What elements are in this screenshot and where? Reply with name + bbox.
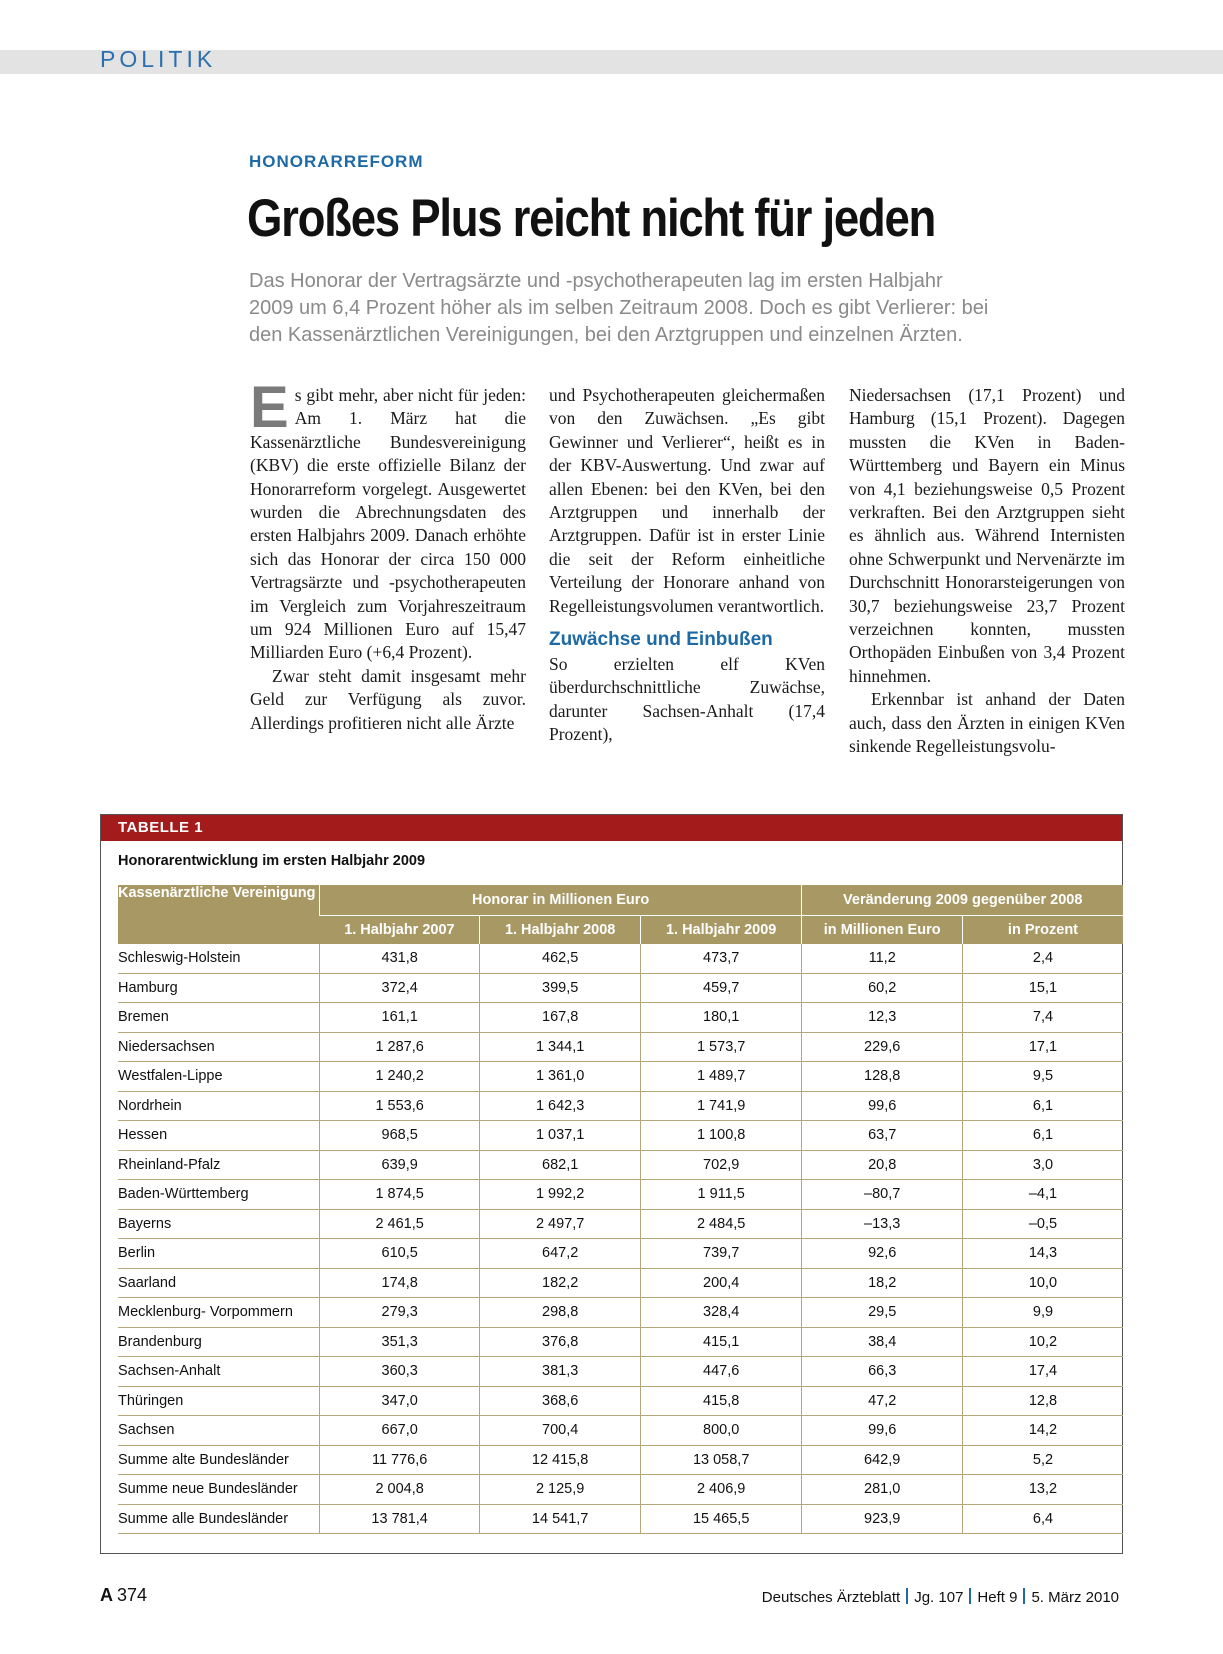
value-cell: 473,7 <box>640 944 802 973</box>
value-cell: 2,4 <box>962 944 1123 973</box>
value-cell: 610,5 <box>319 1239 480 1269</box>
value-cell: 128,8 <box>802 1062 963 1092</box>
separator <box>969 1588 971 1604</box>
value-cell: 11 776,6 <box>319 1445 480 1475</box>
value-cell: 15 465,5 <box>640 1504 802 1534</box>
value-cell: 15,1 <box>962 973 1123 1003</box>
table-label: TABELLE 1 <box>101 815 1122 841</box>
paragraph: Niedersachsen (17,1 Prozent) und Hamburg (15,1 Prozent). Dagegen mussten die KVen in Baden-Württemberg und Bayern ein Minus von 4,1 beziehungsweise 0,5 Prozent verkraften. Bei den Arztgruppen sieht es ähnlich aus. Während Internisten ohne Schwerpunkt und Nervenärzte im Durchschnitt Honorarsteigerungen von 30,7 beziehungsweise 23,7 Prozent verzeichnen konnten, mussten Orthopäden Einbußen von 3,4 Prozent hinnehmen. <box>849 385 1125 686</box>
journal-info <box>762 1588 1119 1606</box>
paragraph: und Psychotherapeuten gleichermaßen von den Zuwächsen. „Es gibt Gewinner und Verlierer“, heißt es in der KBV-Auswertung. Und zwar auf allen Ebenen: bei den KVen, bei den Arztgruppen und innerhalb der Arztgruppen. Dafür ist in erster Linie die seit der Reform einheitliche Verteilung der Honorare anhand von Regelleistungsvolumen verantwortlich. <box>549 385 825 616</box>
value-cell: 17,1 <box>962 1032 1123 1062</box>
value-cell: 800,0 <box>640 1416 802 1446</box>
value-cell: 1 037,1 <box>480 1121 641 1151</box>
value-cell: 12 415,8 <box>480 1445 641 1475</box>
kv-name-cell: Saarland <box>118 1268 319 1298</box>
lead-line: 2009 um 6,4 Prozent höher als im selben Zeitraum 2008. Doch es gibt Verlierer: bei <box>249 297 989 319</box>
table-box <box>100 814 1123 1554</box>
value-cell: 328,4 <box>640 1298 802 1328</box>
value-cell: 3,0 <box>962 1150 1123 1180</box>
value-cell: 1 240,2 <box>319 1062 480 1092</box>
header-h2007: 1. Halbjahr 2007 <box>319 916 480 945</box>
table-row <box>118 1268 1123 1298</box>
value-cell: 2 004,8 <box>319 1475 480 1505</box>
table-row <box>118 1445 1123 1475</box>
kv-name-cell: Schleswig-Holstein <box>118 944 319 973</box>
value-cell: 351,3 <box>319 1327 480 1357</box>
value-cell: 10,2 <box>962 1327 1123 1357</box>
value-cell: 174,8 <box>319 1268 480 1298</box>
value-cell: 161,1 <box>319 1003 480 1033</box>
article-column-2 <box>549 384 825 747</box>
value-cell: 200,4 <box>640 1268 802 1298</box>
value-cell: 14,2 <box>962 1416 1123 1446</box>
value-cell: 14 541,7 <box>480 1504 641 1534</box>
kv-name-cell: Westfalen-Lippe <box>118 1062 319 1092</box>
table-row <box>118 1327 1123 1357</box>
separator <box>906 1588 908 1604</box>
value-cell: 279,3 <box>319 1298 480 1328</box>
value-cell: 1 642,3 <box>480 1091 641 1121</box>
value-cell: 7,4 <box>962 1003 1123 1033</box>
kv-name-cell: Hamburg <box>118 973 319 1003</box>
value-cell: 29,5 <box>802 1298 963 1328</box>
value-cell: 923,9 <box>802 1504 963 1534</box>
paragraph: Zwar steht damit insgesamt mehr Geld zur Verfügung als zuvor. Allerdings profitieren nicht alle Ärzte <box>250 665 526 733</box>
value-cell: 368,6 <box>480 1386 641 1416</box>
value-cell: –13,3 <box>802 1209 963 1239</box>
header-h2009: 1. Halbjahr 2009 <box>640 916 802 945</box>
table-row <box>118 973 1123 1003</box>
value-cell: 415,8 <box>640 1386 802 1416</box>
page-number <box>100 1585 147 1606</box>
value-cell: 431,8 <box>319 944 480 973</box>
table-row <box>118 1062 1123 1092</box>
article-lead <box>249 268 1129 349</box>
value-cell: 13,2 <box>962 1475 1123 1505</box>
kv-name-cell: Sachsen <box>118 1416 319 1446</box>
value-cell: 92,6 <box>802 1239 963 1269</box>
value-cell: 66,3 <box>802 1357 963 1387</box>
value-cell: 682,1 <box>480 1150 641 1180</box>
value-cell: 702,9 <box>640 1150 802 1180</box>
table-row <box>118 1416 1123 1446</box>
value-cell: –0,5 <box>962 1209 1123 1239</box>
value-cell: 2 497,7 <box>480 1209 641 1239</box>
kv-name-cell: Summe alle Bundesländer <box>118 1504 319 1534</box>
table-row <box>118 1504 1123 1534</box>
table-row <box>118 1475 1123 1505</box>
journal-issue: Heft 9 <box>977 1589 1018 1606</box>
value-cell: 10,0 <box>962 1268 1123 1298</box>
header-change-pct: in Prozent <box>962 916 1123 945</box>
value-cell: 642,9 <box>802 1445 963 1475</box>
kv-name-cell: Niedersachsen <box>118 1032 319 1062</box>
value-cell: 9,9 <box>962 1298 1123 1328</box>
table-row <box>118 1298 1123 1328</box>
value-cell: 1 361,0 <box>480 1062 641 1092</box>
value-cell: 381,3 <box>480 1357 641 1387</box>
value-cell: 1 874,5 <box>319 1180 480 1210</box>
value-cell: 1 553,6 <box>319 1091 480 1121</box>
value-cell: 1 489,7 <box>640 1062 802 1092</box>
kv-name-cell: Sachsen-Anhalt <box>118 1357 319 1387</box>
table-row <box>118 1209 1123 1239</box>
lead-line: Das Honorar der Vertragsärzte und -psychotherapeuten lag im ersten Halbjahr <box>249 270 943 292</box>
kv-name-cell: Summe neue Bundesländer <box>118 1475 319 1505</box>
kv-name-cell: Thüringen <box>118 1386 319 1416</box>
value-cell: 5,2 <box>962 1445 1123 1475</box>
value-cell: 12,8 <box>962 1386 1123 1416</box>
value-cell: 1 992,2 <box>480 1180 641 1210</box>
value-cell: 13 058,7 <box>640 1445 802 1475</box>
value-cell: 399,5 <box>480 973 641 1003</box>
separator <box>1023 1588 1025 1604</box>
kv-name-cell: Berlin <box>118 1239 319 1269</box>
value-cell: 20,8 <box>802 1150 963 1180</box>
article-title: Großes Plus reicht nicht für jeden <box>247 189 936 248</box>
kv-name-cell: Hessen <box>118 1121 319 1151</box>
drop-cap: E <box>250 375 289 440</box>
paragraph <box>250 375 526 665</box>
section-label: POLITIK <box>100 46 217 72</box>
journal-name: Deutsches Ärzteblatt <box>761 1589 901 1606</box>
kv-name-cell: Brandenburg <box>118 1327 319 1357</box>
table-row <box>118 1150 1123 1180</box>
table-row <box>118 1003 1123 1033</box>
kv-name-cell: Bayerns <box>118 1209 319 1239</box>
value-cell: 18,2 <box>802 1268 963 1298</box>
value-cell: 2 484,5 <box>640 1209 802 1239</box>
value-cell: 2 406,9 <box>640 1475 802 1505</box>
value-cell: 647,2 <box>480 1239 641 1269</box>
value-cell: 60,2 <box>802 973 963 1003</box>
article-column-1 <box>250 375 526 735</box>
table-row <box>118 1032 1123 1062</box>
value-cell: 229,6 <box>802 1032 963 1062</box>
value-cell: 639,9 <box>319 1150 480 1180</box>
value-cell: 281,0 <box>802 1475 963 1505</box>
header-group-honorar: Honorar in Millionen Euro <box>319 885 802 916</box>
value-cell: 63,7 <box>802 1121 963 1151</box>
table-row <box>118 1121 1123 1151</box>
kv-name-cell: Mecklenburg- Vorpommern <box>118 1298 319 1328</box>
journal-date: 5. März 2010 <box>1031 1589 1119 1606</box>
value-cell: 182,2 <box>480 1268 641 1298</box>
value-cell: 17,4 <box>962 1357 1123 1387</box>
article-column-3 <box>849 384 1125 759</box>
value-cell: 376,8 <box>480 1327 641 1357</box>
value-cell: 11,2 <box>802 944 963 973</box>
value-cell: 38,4 <box>802 1327 963 1357</box>
value-cell: 99,6 <box>802 1416 963 1446</box>
subheading: Zuwächse und Einbußen <box>549 629 773 651</box>
table-row <box>118 944 1123 973</box>
value-cell: 1 344,1 <box>480 1032 641 1062</box>
header-change-mio: in Millionen Euro <box>802 916 963 945</box>
value-cell: 462,5 <box>480 944 641 973</box>
value-cell: 739,7 <box>640 1239 802 1269</box>
value-cell: 1 911,5 <box>640 1180 802 1210</box>
value-cell: 447,6 <box>640 1357 802 1387</box>
paragraph: Erkennbar ist anhand der Daten auch, dass den Ärzten in einigen KVen sinkende Regelleistungsvolu- <box>849 689 1125 757</box>
value-cell: 2 125,9 <box>480 1475 641 1505</box>
table-row <box>118 1239 1123 1269</box>
value-cell: 13 781,4 <box>319 1504 480 1534</box>
table-row <box>118 1357 1123 1387</box>
value-cell: 298,8 <box>480 1298 641 1328</box>
value-cell: 1 573,7 <box>640 1032 802 1062</box>
value-cell: 99,6 <box>802 1091 963 1121</box>
value-cell: 1 100,8 <box>640 1121 802 1151</box>
lead-line: den Kassenärztlichen Vereinigungen, bei den Arztgruppen und einzelnen Ärzten. <box>249 324 963 346</box>
table-caption: Honorarentwicklung im ersten Halbjahr 2009 <box>118 853 426 869</box>
value-cell: 6,1 <box>962 1121 1123 1151</box>
paragraph: So erzielten elf KVen überdurchschnittliche Zuwächse, darunter Sachsen-Anhalt (17,4 Prozent), <box>549 654 825 745</box>
value-cell: 667,0 <box>319 1416 480 1446</box>
kv-name-cell: Summe alte Bundesländer <box>118 1445 319 1475</box>
value-cell: 180,1 <box>640 1003 802 1033</box>
value-cell: 14,3 <box>962 1239 1123 1269</box>
value-cell: 968,5 <box>319 1121 480 1151</box>
value-cell: 167,8 <box>480 1003 641 1033</box>
page-prefix: A <box>100 1585 113 1605</box>
table-body <box>118 944 1123 1534</box>
value-cell: 700,4 <box>480 1416 641 1446</box>
value-cell: 459,7 <box>640 973 802 1003</box>
value-cell: –80,7 <box>802 1180 963 1210</box>
value-cell: –4,1 <box>962 1180 1123 1210</box>
header-h2008: 1. Halbjahr 2008 <box>480 916 641 945</box>
page-number-value: 374 <box>117 1585 148 1605</box>
table-row <box>118 1091 1123 1121</box>
value-cell: 1 741,9 <box>640 1091 802 1121</box>
value-cell: 9,5 <box>962 1062 1123 1092</box>
value-cell: 1 287,6 <box>319 1032 480 1062</box>
header-kv: Kassenärztliche Vereinigung <box>118 885 319 944</box>
article-kicker: HONORARREFORM <box>249 152 424 171</box>
table-row <box>118 1180 1123 1210</box>
header-group-change: Veränderung 2009 gegenüber 2008 <box>802 885 1123 916</box>
value-cell: 360,3 <box>319 1357 480 1387</box>
kv-name-cell: Baden-Württemberg <box>118 1180 319 1210</box>
table-row <box>118 1386 1123 1416</box>
kv-name-cell: Bremen <box>118 1003 319 1033</box>
value-cell: 6,4 <box>962 1504 1123 1534</box>
value-cell: 347,0 <box>319 1386 480 1416</box>
kv-name-cell: Rheinland-Pfalz <box>118 1150 319 1180</box>
paragraph-text: s gibt mehr, aber nicht für jeden: Am 1. März hat die Kassenärztliche Bundesvereinigung (KBV) die erste offizielle Bilanz der Honorarreform vorgelegt. Ausgewertet wurden die Abrechnungsdaten des ersten Halbjahrs 2009. Danach erhöhte sich das Honorar der circa 150 000 Vertragsärzte und -psychotherapeuten im Vergleich zum Vorjahreszeitraum um 924 Millionen Euro auf 15,47 Milliarden Euro (+6,4 Prozent). <box>250 385 526 663</box>
journal-volume: Jg. 107 <box>914 1589 964 1606</box>
honorar-table <box>118 885 1123 1534</box>
value-cell: 6,1 <box>962 1091 1123 1121</box>
value-cell: 2 461,5 <box>319 1209 480 1239</box>
value-cell: 372,4 <box>319 973 480 1003</box>
kv-name-cell: Nordrhein <box>118 1091 319 1121</box>
value-cell: 415,1 <box>640 1327 802 1357</box>
value-cell: 12,3 <box>802 1003 963 1033</box>
value-cell: 47,2 <box>802 1386 963 1416</box>
